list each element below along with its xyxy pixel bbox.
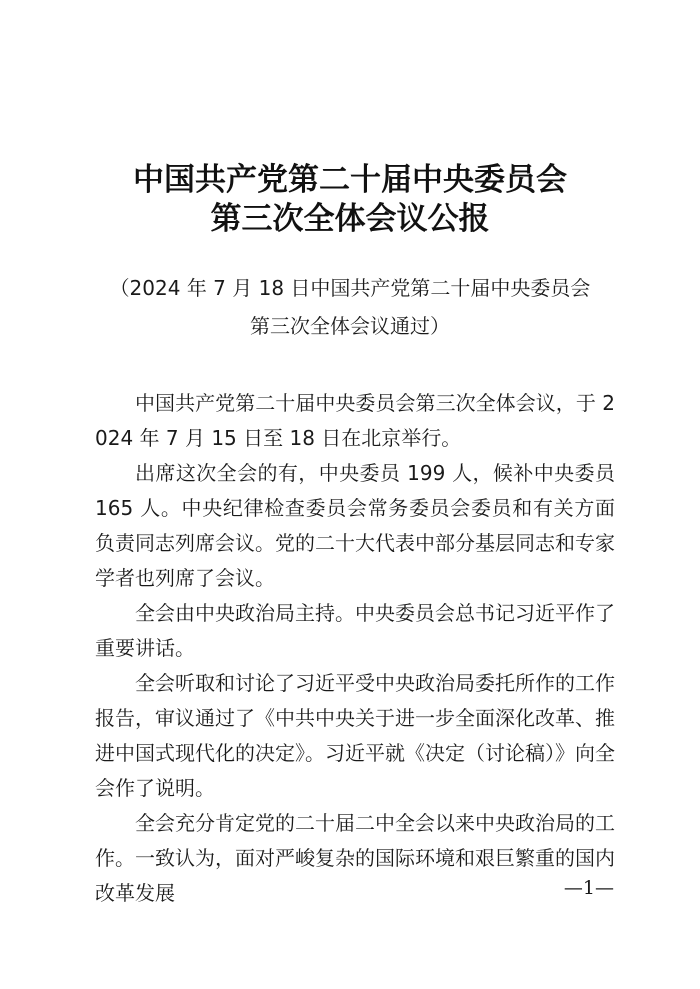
- paragraph: 全会由中央政治局主持。中央委员会总书记习近平作了重要讲话。: [95, 601, 615, 660]
- paragraph: 中国共产党第二十届中央委员会第三次全体会议，于 2024 年 7 月 15 日至 18 日在北京举行。: [95, 391, 615, 450]
- page-number: —1—: [563, 877, 614, 899]
- paragraph: 出席这次全会的有，中央委员 199 人，候补中央委员 165 人。中央纪律检查委员会常务委员会委员和有关方面负责同志列席会议。党的二十大代表中部分基层同志和专家学者也列席了会议。: [95, 461, 615, 590]
- paragraph: 全会充分肯定党的二十届二中全会以来中央政治局的工作。一致认为，面对严峻复杂的国际环境和艰巨繁重的国内改革发展: [95, 811, 615, 905]
- body-text: [95, 386, 615, 911]
- title-line-2: 第三次全体会议公报: [210, 201, 490, 237]
- subtitle-line-2: 第三次全体会议通过）: [250, 314, 450, 338]
- title-line-1: 中国共产党第二十届中央委员会: [133, 162, 567, 198]
- subtitle-line-1: （2024 年 7 月 18 日中国共产党第二十届中央委员会: [109, 276, 591, 300]
- paragraph: 全会听取和讨论了习近平受中央政治局委托所作的工作报告，审议通过了《中共中央关于进一步全面深化改革、推进中国式现代化的决定》。习近平就《决定（讨论稿）》向全会作了说明。: [95, 671, 615, 800]
